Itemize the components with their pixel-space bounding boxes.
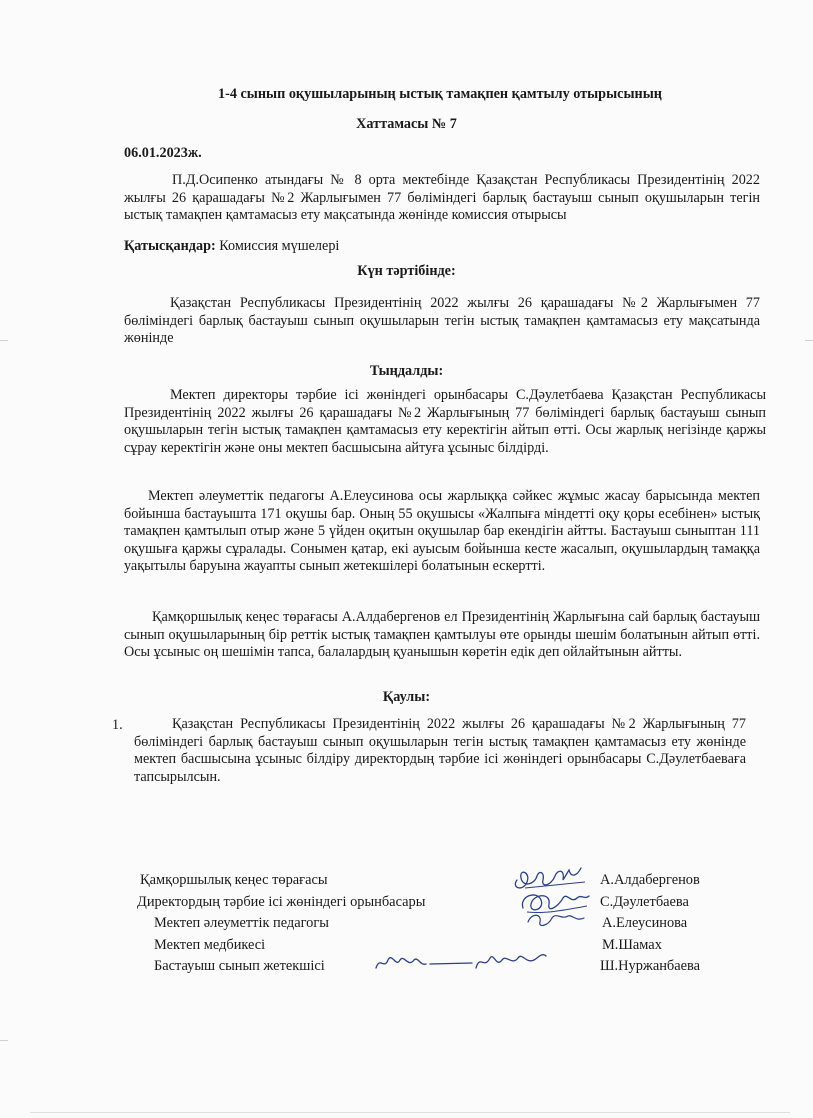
agenda-text: Қазақстан Республикасы Президентінің 2022 жылғы 26 қарашадағы №2 Жарлығымен 77 бөліміндегі барлық бастауыш сынып оқушыларын тегін ыстық тамақпен қамтамасыз ету мақсатында жөнінде — [124, 295, 760, 346]
document-title: 1-4 сынып оқушыларының ыстық тамақпен қамтылу отырысының — [218, 86, 662, 102]
signature-name: М.Шамах — [602, 937, 662, 953]
signature-role: Қамқоршылық кеңес төрағасы — [140, 872, 328, 888]
heard-heading: Тыңдалды: — [369, 363, 444, 379]
heard-paragraph-council-chair: Қамқоршылық кеңес төрағасы А.Алдабергенов ел Президентінің Жарлығына сай барлық бастауыш сынып оқушыларының бір реттік ыстық тамақпен қамтылуы өте орынды шешім болатынын айтып өтті. Осы ұсыныс оң шешімін тапса, балалардың қуанышын көретін едік деп ойлайтынын айтты. — [124, 609, 760, 660]
signature-name: Ш.Нуржанбаева — [600, 958, 701, 974]
scan-edge-mark — [805, 340, 813, 341]
signature-row — [0, 872, 813, 892]
decision-heading: Қаулы: — [382, 689, 431, 705]
scan-edge-mark — [30, 1112, 790, 1113]
participants-line — [124, 237, 339, 255]
signature-role: Мектеп медбикесі — [154, 937, 266, 953]
signature-row — [0, 894, 813, 914]
participants-label: Қатысқандар: — [124, 238, 216, 254]
signature-role: Мектеп әлеуметтік педагогы — [154, 915, 329, 931]
signature-name: А.Елеусинова — [602, 915, 688, 931]
document-date: 06.01.2023ж. — [124, 145, 202, 161]
signature-role: Директордың тәрбие ісі жөніндегі орынбасары — [137, 894, 426, 910]
agenda-heading: Күн тәртібінде: — [357, 263, 456, 279]
protocol-number: Хаттамасы № 7 — [356, 116, 457, 132]
handwritten-signature — [372, 946, 552, 980]
participants-value: Комиссия мүшелері — [219, 238, 340, 254]
heard-paragraph-director: Мектеп директоры тәрбие ісі жөніндегі орынбасары С.Дәулетбаева Қазақстан Республикасы Президентінің 2022 жылғы 26 қарашадағы №2 Жарлығының 77 бөліміндегі барлық бастауыш сынып оқушыларын тегін ыстық тамақпен қамтамасыз ету керектігін айтып өтті. Осы жарлық негізінде қаржы сұрау керектігін және оны мектеп басшысына айтуға ұсыныс білдірді. — [124, 387, 766, 456]
signature-name: А.Алдабергенов — [600, 872, 700, 888]
scan-edge-mark — [0, 340, 8, 341]
decision-text: Қазақстан Республикасы Президентінің 2022 жылғы 26 қарашадағы №2 Жарлығының 77 бөліміндегі барлық бастауыш сынып оқушыларын тегін ыстық тамақпен қамтамасыз ету жөнінде мектеп басшысына ұсыныс білдіру директордың тәрбие ісі жөніндегі орынбасары С.Дәулетбаеваға тапсырылсын. — [134, 716, 746, 785]
heard-paragraph-social-pedagogue: Мектеп әлеуметтік педагогы А.Елеусинова осы жарлыққа сәйкес жұмыс жасау барысында мектеп бойынша бастауышта 171 оқушы бар. Оның 55 оқушысы «Жалпыға міндетті оқу қоры есебінен» ыстық тамақпен қамтылып отыр және 5 үйден оқитын оқушылар бар екендігін айтты. Бастауыш сыныптан 111 оқушыға қаржы сұралады. Сонымен қатар, екі ауысым бойынша кесте жасалып, оқушылардың тамаққа уақытылы баруына жауапты сынып жетекшілері болатынын ескертті. — [124, 488, 760, 574]
handwritten-signature — [522, 906, 592, 932]
signature-row — [0, 915, 813, 935]
scan-edge-mark — [0, 1040, 8, 1041]
intro-paragraph: П.Д.Осипенко атындағы № 8 орта мектебінде Қазақстан Республикасы Президентінің 2022 жылғы 26 қарашадағы №2 Жарлығымен 77 бөліміндегі барлық бастауыш сынып оқушыларын тегін ыстық тамақпен қамтамасыз ету мақсатында жөнінде комиссия отырысы — [124, 172, 760, 223]
signature-name: С.Дәулетбаева — [600, 894, 689, 910]
decision-item-number: 1. — [112, 717, 123, 733]
signature-role: Бастауыш сынып жетекшісі — [154, 958, 325, 974]
